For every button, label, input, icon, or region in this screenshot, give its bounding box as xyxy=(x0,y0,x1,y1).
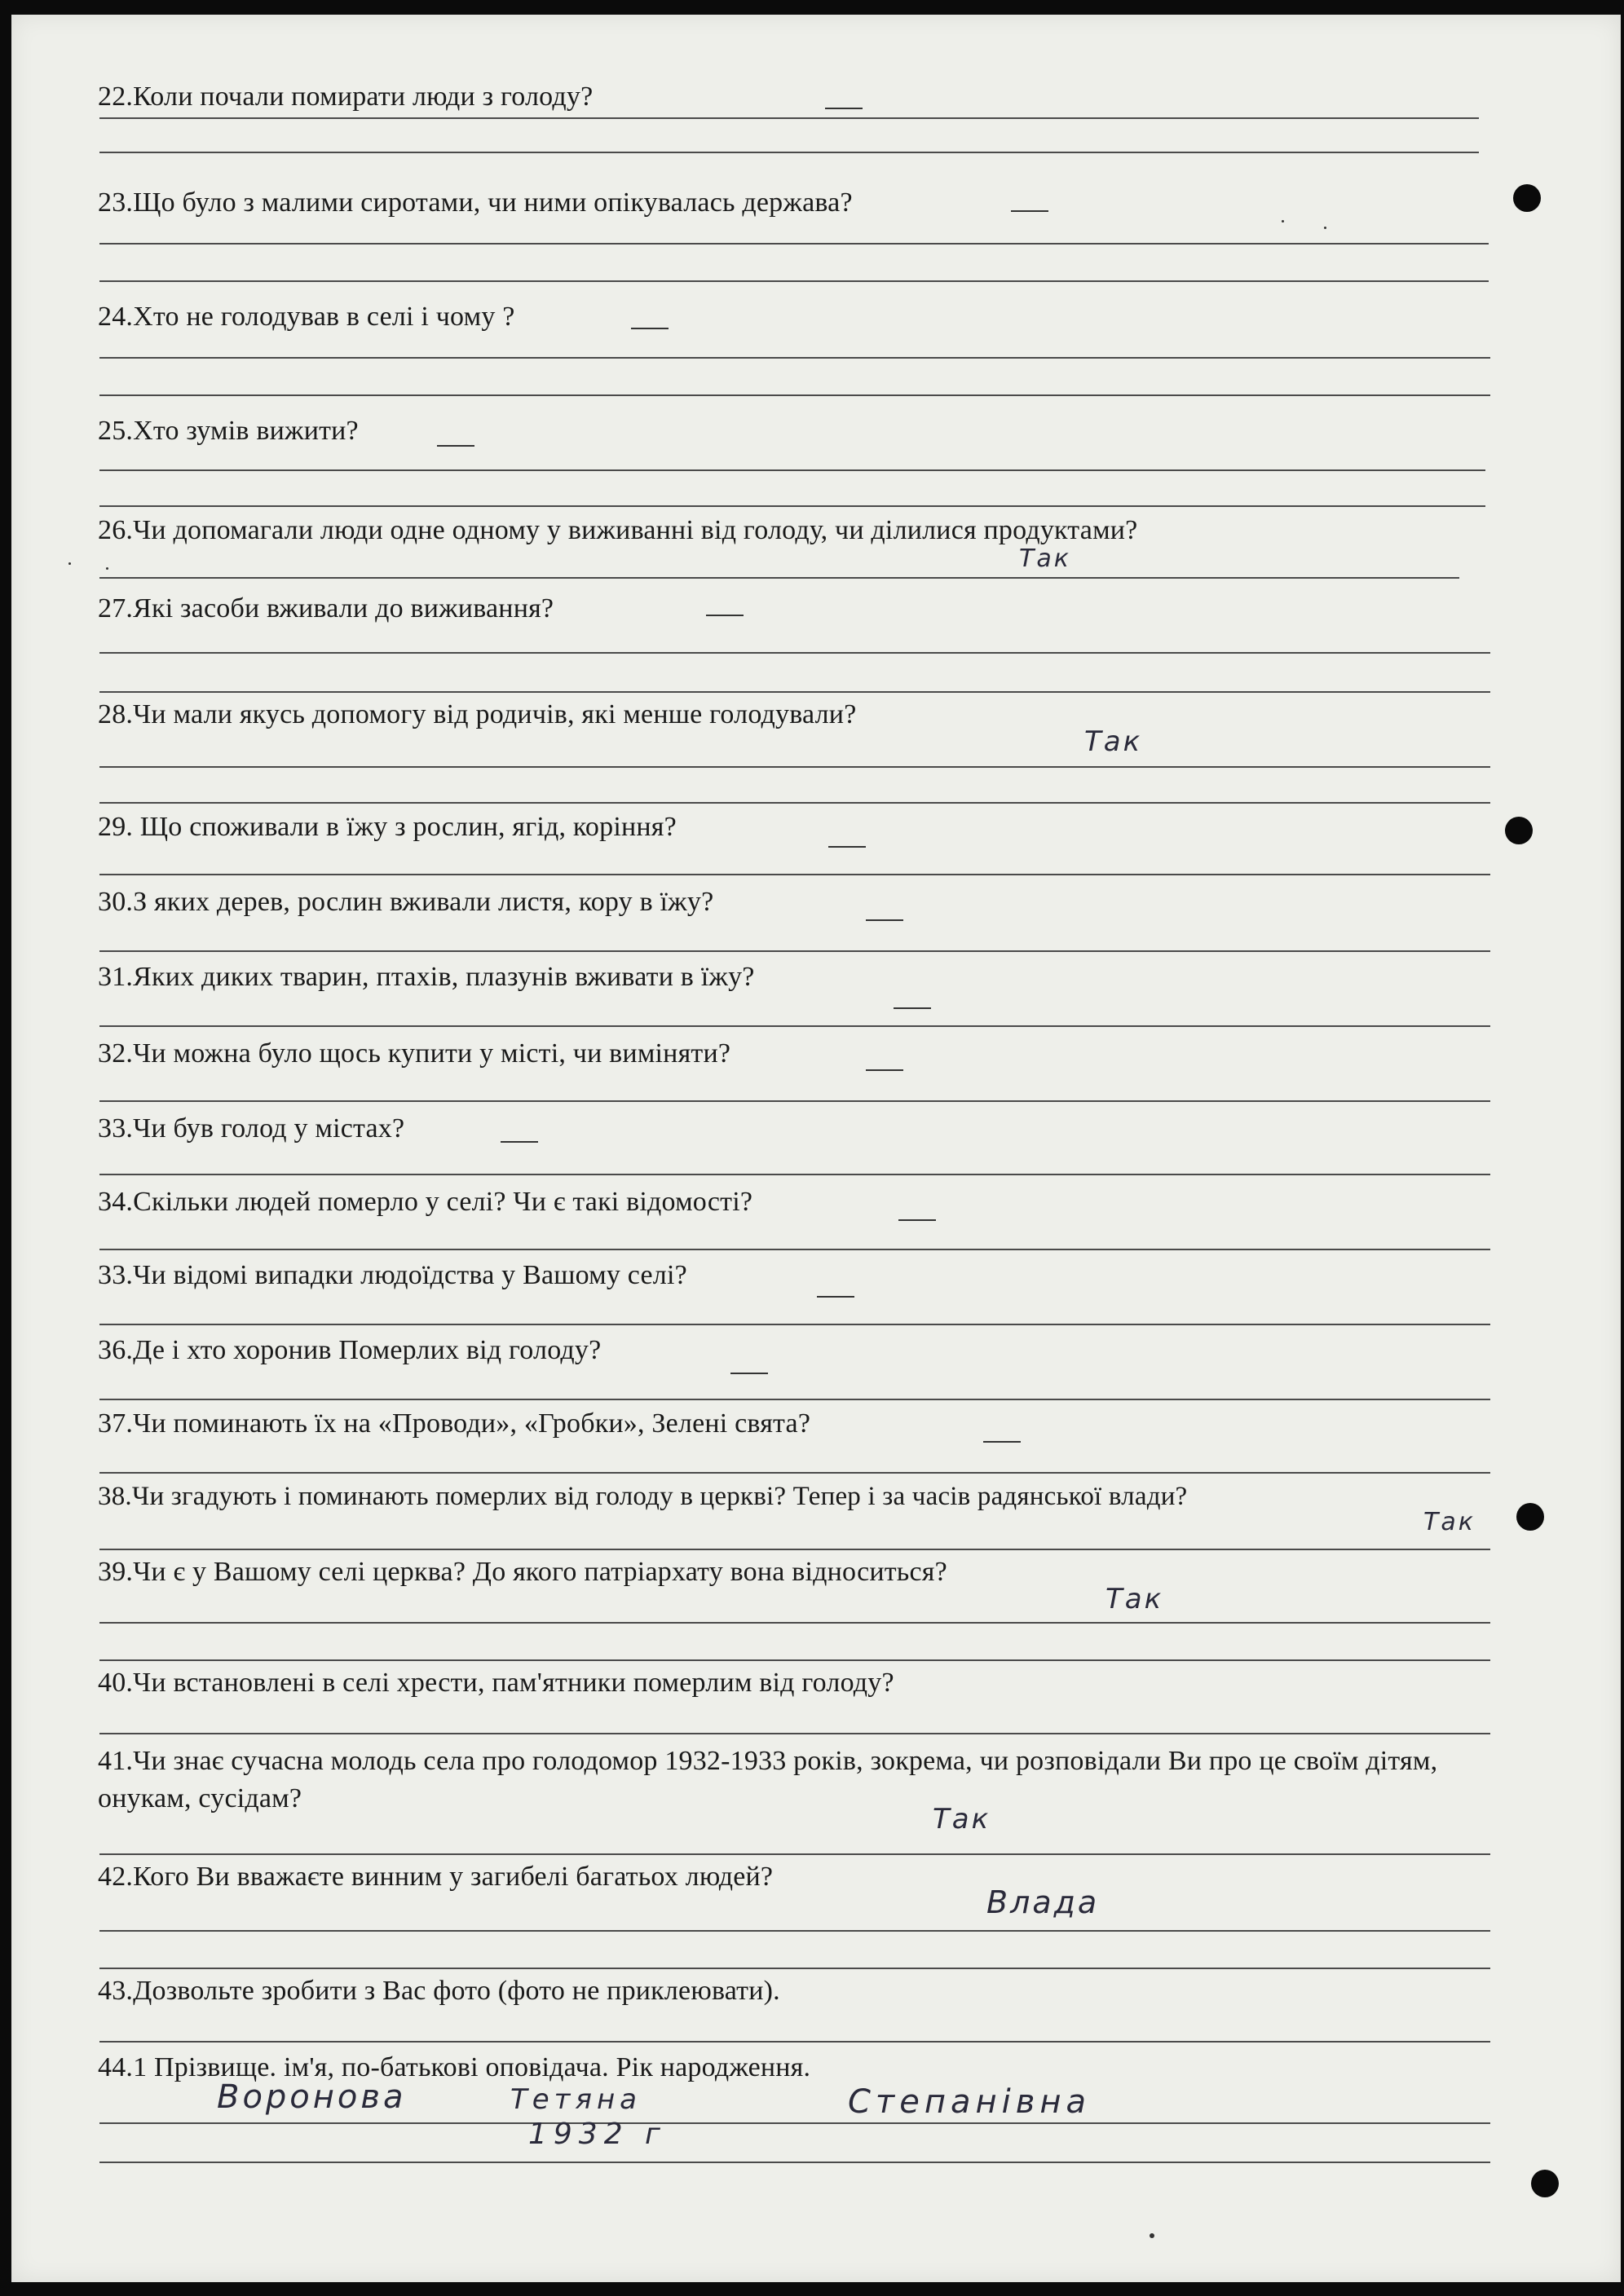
answer-line xyxy=(99,1025,1490,1027)
dash-mark xyxy=(706,615,744,616)
answer-line xyxy=(99,1249,1490,1250)
handwritten-answer-28: Так xyxy=(1084,725,1143,758)
question-33: 33.Чи був голод у містах? xyxy=(98,1113,405,1144)
dash-mark xyxy=(898,1219,936,1221)
dash-mark xyxy=(730,1373,768,1374)
answer-line xyxy=(99,280,1489,282)
handwritten-answer-39: Так xyxy=(1105,1583,1164,1615)
punch-hole xyxy=(1505,817,1533,844)
dash-mark xyxy=(828,846,866,848)
handwritten-answer-41: Так xyxy=(933,1803,991,1835)
question-41: 41.Чи знає сучасна молодь села про голодомор 1932-1933 років, зокрема, чи розповідали Ви про це своїм дітям, онукам, сусідам? xyxy=(98,1746,1438,1813)
answer-line xyxy=(99,1622,1490,1624)
answer-line xyxy=(99,1324,1490,1325)
answer-line xyxy=(99,2162,1490,2163)
answer-line xyxy=(99,243,1489,245)
answer-line xyxy=(99,1659,1490,1661)
handwritten-answer-38: Так xyxy=(1423,1508,1476,1536)
answer-line xyxy=(99,1968,1490,1969)
answer-line xyxy=(99,1100,1490,1102)
ink-speck xyxy=(106,567,108,570)
answer-line xyxy=(99,394,1490,396)
answer-line xyxy=(99,1930,1490,1932)
question-42: 42.Кого Ви вважаєте винним у загибелі багатьох людей? xyxy=(98,1862,774,1892)
dash-mark xyxy=(866,1069,903,1071)
handwritten-first-name: Тетяна xyxy=(510,2083,642,2116)
answer-line xyxy=(99,802,1490,804)
answer-line xyxy=(99,691,1490,693)
punch-hole xyxy=(1531,2170,1559,2197)
dash-mark xyxy=(1011,210,1048,212)
answer-line xyxy=(99,1853,1490,1855)
ink-speck xyxy=(1282,220,1284,223)
answer-line xyxy=(99,505,1485,507)
question-39: 39.Чи є у Вашому селі церква? До якого патріархату вона відноситься? xyxy=(98,1557,947,1587)
answer-line xyxy=(99,1399,1490,1400)
answer-line xyxy=(99,1733,1490,1734)
question-28: 28.Чи мали якусь допомогу від родичів, які менше голодували? xyxy=(98,699,857,729)
question-35: 33.Чи відомі випадки людоїдства у Вашому селі? xyxy=(98,1260,687,1290)
question-32: 32.Чи можна було щось купити у місті, чи виміняти? xyxy=(98,1038,731,1069)
question-22: 22.Коли почали помирати люди з голоду? xyxy=(98,82,594,112)
dash-mark xyxy=(983,1441,1021,1443)
answer-line xyxy=(99,874,1490,875)
dash-mark xyxy=(866,919,903,921)
punch-hole xyxy=(1513,184,1541,212)
answer-line xyxy=(99,117,1479,119)
dash-mark xyxy=(825,108,863,109)
question-37: 37.Чи поминають їх на «Проводи», «Гробки», Зелені свята? xyxy=(98,1408,811,1439)
ink-speck xyxy=(1324,227,1326,229)
dash-mark xyxy=(817,1296,854,1298)
question-43: 43.Дозвольте зробити з Вас фото (фото не приклеювати). xyxy=(98,1976,780,2006)
handwritten-surname: Воронова xyxy=(217,2078,407,2116)
question-26: 26.Чи допомагали люди одне одному у виживанні від голоду, чи ділилися продуктами? xyxy=(98,515,1138,545)
question-44: 44.1 Прізвище. ім'я, по-батькові оповідача. Рік народження. xyxy=(98,2052,811,2082)
dash-mark xyxy=(631,328,669,329)
answer-line xyxy=(99,1549,1490,1550)
answer-line xyxy=(99,1472,1490,1474)
answer-line xyxy=(99,950,1490,952)
handwritten-patronymic: Степанівна xyxy=(848,2083,1092,2121)
punch-hole xyxy=(1516,1503,1544,1531)
answer-line xyxy=(99,652,1490,654)
handwritten-birth-year: 1932 г xyxy=(528,2118,667,2151)
question-36: 36.Де і хто хоронив Померлих від голоду? xyxy=(98,1335,602,1365)
answer-line xyxy=(99,152,1479,153)
answer-line xyxy=(99,2122,1490,2124)
ink-speck xyxy=(1150,2233,1154,2238)
questionnaire-page xyxy=(11,15,1621,2282)
ink-speck xyxy=(68,562,71,565)
answer-line xyxy=(99,766,1490,768)
dash-mark xyxy=(437,445,474,447)
answer-line xyxy=(99,577,1459,579)
question-30: 30.З яких дерев, рослин вживали листя, кору в їжу? xyxy=(98,887,714,917)
question-29: 29. Що споживали в їжу з рослин, ягід, коріння? xyxy=(98,812,677,842)
question-38: 38.Чи згадують і поминають померлих від голоду в церкві? Тепер і за часів радянської влади? xyxy=(98,1482,1188,1511)
answer-line xyxy=(99,2041,1490,2043)
dash-mark xyxy=(894,1007,931,1009)
question-23: 23.Що було з малими сиротами, чи ними опікувалась держава? xyxy=(98,187,853,218)
answer-line xyxy=(99,357,1490,359)
handwritten-answer-26: Так xyxy=(1019,544,1071,573)
answer-line xyxy=(99,469,1485,471)
question-24: 24.Хто не голодував в селі і чому ? xyxy=(98,302,515,332)
question-25: 25.Хто зумів вижити? xyxy=(98,416,359,446)
question-31: 31.Яких диких тварин, птахів, плазунів вживати в їжу? xyxy=(98,962,755,992)
answer-line xyxy=(99,1174,1490,1175)
question-34: 34.Скільки людей померло у селі? Чи є такі відомості? xyxy=(98,1187,753,1217)
question-40: 40.Чи встановлені в селі хрести, пам'ятники померлим від голоду? xyxy=(98,1668,894,1698)
dash-mark xyxy=(501,1141,538,1143)
question-27: 27.Які засоби вживали до виживання? xyxy=(98,593,554,624)
handwritten-answer-42: Влада xyxy=(986,1884,1100,1920)
